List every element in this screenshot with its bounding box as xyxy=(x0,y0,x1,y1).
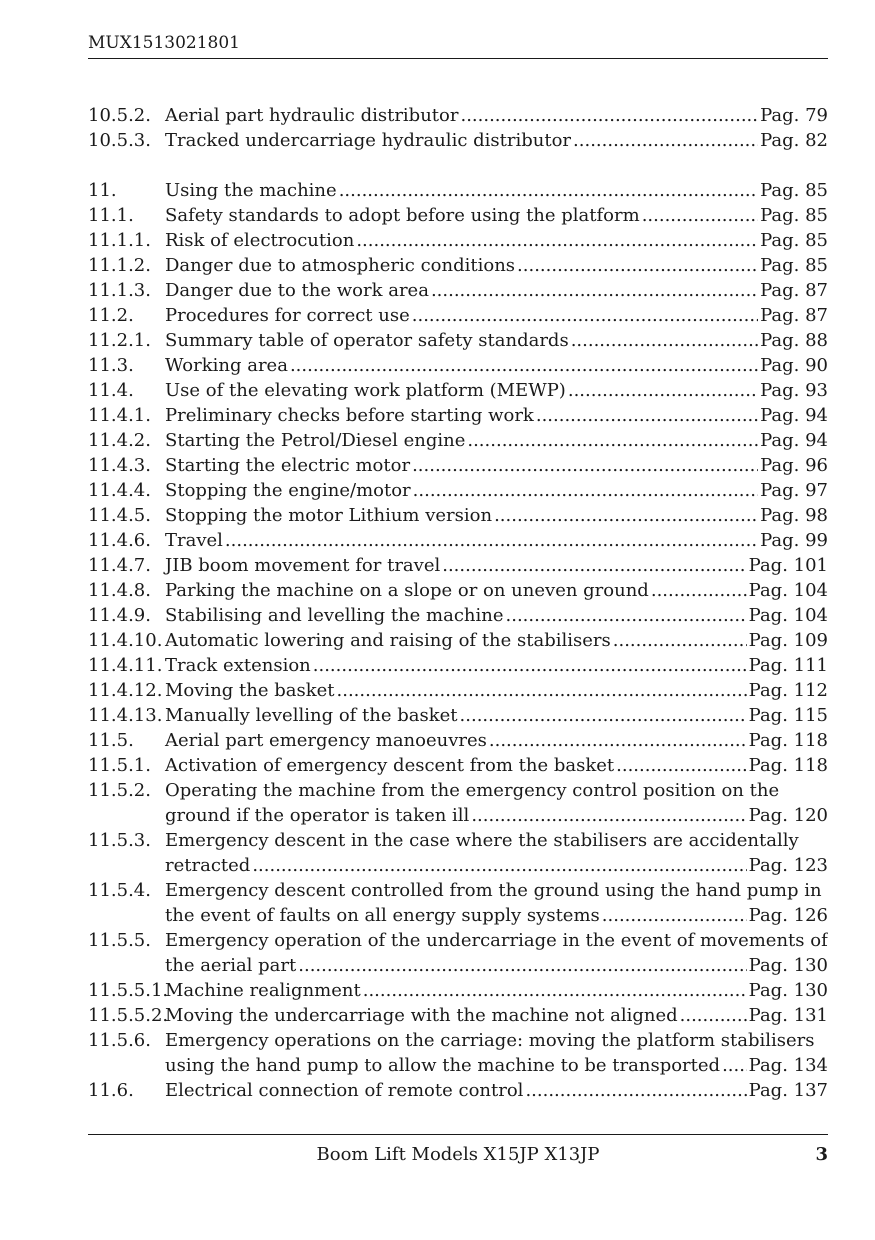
footer-model-title: Boom Lift Models X15JP X13JP xyxy=(316,1144,600,1165)
dot-leader xyxy=(442,553,746,578)
toc-entry-number: 11.4.13. xyxy=(88,705,163,726)
toc-entry-number: 11.4. xyxy=(88,380,134,401)
toc-entry-title: Moving the undercarriage with the machine not aligned xyxy=(165,1005,678,1026)
toc-entry[interactable] xyxy=(88,928,828,978)
toc-entry-number: 11.4.7. xyxy=(88,555,151,576)
dot-leader xyxy=(506,603,747,628)
toc-entry-page: Pag. 104 xyxy=(748,605,828,626)
toc-entry-number: 11.5.4. xyxy=(88,880,151,901)
toc-entry-number: 11.2.1. xyxy=(88,330,151,351)
dot-leader xyxy=(642,203,758,228)
toc-entry-page: Pag. 112 xyxy=(748,680,828,701)
toc-entry-title: Emergency operations on the carriage: moving the platform stabilisers xyxy=(165,1030,815,1051)
toc-entry-title: the aerial part xyxy=(165,955,297,976)
toc-entry-number: 11.1.2. xyxy=(88,255,151,276)
dot-leader xyxy=(651,578,747,603)
toc-entry-page: Pag. 111 xyxy=(748,655,828,676)
toc-entry-number: 11.5.2. xyxy=(88,780,151,801)
page-header xyxy=(88,33,828,59)
toc-entry-title: Tracked undercarriage hydraulic distributor xyxy=(165,130,572,151)
toc-entry-title: Starting the Petrol/Diesel engine xyxy=(165,430,466,451)
toc-entry-title: the event of faults on all energy supply systems xyxy=(165,905,600,926)
toc-entry[interactable] xyxy=(88,1028,828,1078)
toc-entry-title: Travel xyxy=(165,530,223,551)
toc-entry-number: 11.5.5. xyxy=(88,930,151,951)
toc-entry-page: Pag. 126 xyxy=(748,905,828,926)
toc-entry-title: Stabilising and levelling the machine xyxy=(165,605,504,626)
toc-entry-title: Aerial part hydraulic distributor xyxy=(165,105,459,126)
toc-entry-title: Working area xyxy=(165,355,288,376)
toc-entry[interactable] xyxy=(88,778,828,828)
toc-entry-page: Pag. 104 xyxy=(748,580,828,601)
toc-entry-number: 11.4.10. xyxy=(88,630,163,651)
toc-entry-title: Procedures for correct use xyxy=(165,305,410,326)
toc-entry[interactable] xyxy=(88,478,828,503)
toc-entry-page: Pag. 115 xyxy=(748,705,828,726)
toc-entry[interactable] xyxy=(88,578,828,603)
toc-entry-title: Use of the elevating work platform (MEWP) xyxy=(165,380,566,401)
dot-leader xyxy=(467,428,758,453)
toc-entry-page: Pag. 118 xyxy=(748,730,828,751)
toc-entry-title: retracted xyxy=(165,855,251,876)
toc-entry[interactable] xyxy=(88,103,828,128)
toc-entry-page: Pag. 88 xyxy=(760,330,828,351)
dot-leader xyxy=(494,503,758,528)
toc-entry-title: Activation of emergency descent from the basket xyxy=(165,755,615,776)
page-footer xyxy=(88,1134,828,1165)
dot-leader xyxy=(571,328,758,353)
toc-entry[interactable] xyxy=(88,528,828,553)
toc-entry-page: Pag. 123 xyxy=(748,855,828,876)
toc-entry-number: 11.5.5.2. xyxy=(88,1005,169,1026)
toc-entry-title: Automatic lowering and raising of the stabilisers xyxy=(165,630,611,651)
toc-entry-title: Stopping the engine/motor xyxy=(165,480,411,501)
toc-entry-title: Machine realignment xyxy=(165,980,361,1001)
toc-entry[interactable] xyxy=(88,828,828,878)
toc-entry-page: Pag. 118 xyxy=(748,755,828,776)
toc-entry[interactable] xyxy=(88,403,828,428)
toc-entry[interactable] xyxy=(88,353,828,378)
toc-entry-title: Operating the machine from the emergency control position on the xyxy=(165,780,780,801)
toc-entry[interactable] xyxy=(88,728,828,753)
toc-entry-number: 11.5.1. xyxy=(88,755,151,776)
dot-leader xyxy=(722,1053,747,1078)
toc-entry[interactable] xyxy=(88,703,828,728)
toc-entry-number: 11.3. xyxy=(88,355,134,376)
toc-entry-number: 11.5.3. xyxy=(88,830,151,851)
toc-entry-title: Danger due to the work area xyxy=(165,280,429,301)
toc-entry[interactable] xyxy=(88,653,828,678)
toc-entry-number: 11.4.5. xyxy=(88,505,151,526)
dot-leader xyxy=(290,353,758,378)
toc-entry-page: Pag. 109 xyxy=(748,630,828,651)
toc-entry[interactable] xyxy=(88,428,828,453)
toc-entry-title: Aerial part emergency manoeuvres xyxy=(165,730,487,751)
toc-entry[interactable] xyxy=(88,1003,828,1028)
dot-leader xyxy=(412,303,758,328)
toc-entry-title: Electrical connection of remote control xyxy=(165,1080,524,1101)
toc-entry-number: 11.1. xyxy=(88,205,134,226)
toc-entry-title: Emergency descent in the case where the stabilisers are accidentally xyxy=(165,830,799,851)
toc-entry-page: Pag. 120 xyxy=(748,805,828,826)
toc-entry-page: Pag. 134 xyxy=(748,1055,828,1076)
toc-entry-number: 11.5.6. xyxy=(88,1030,151,1051)
toc-entry-number: 11.4.8. xyxy=(88,580,151,601)
toc-entry-page: Pag. 94 xyxy=(760,430,828,451)
dot-leader xyxy=(525,1078,746,1103)
toc-entry-title: ground if the operator is taken ill xyxy=(165,805,470,826)
dot-leader xyxy=(680,1003,747,1028)
dot-leader xyxy=(225,528,758,553)
toc-entry-title: Track extension xyxy=(165,655,311,676)
toc-entry-number: 11.5. xyxy=(88,730,134,751)
toc-entry-number: 11.4.6. xyxy=(88,530,151,551)
toc-entry-number: 11.4.2. xyxy=(88,430,151,451)
dot-leader xyxy=(517,253,758,278)
toc-entry-number: 11.4.12. xyxy=(88,680,163,701)
toc-entry[interactable] xyxy=(88,378,828,403)
dot-leader xyxy=(337,678,747,703)
toc-entry-title: Stopping the motor Lithium version xyxy=(165,505,493,526)
dot-leader xyxy=(613,628,747,653)
toc-entry[interactable] xyxy=(88,303,828,328)
toc-entry-title: Summary table of operator safety standards xyxy=(165,330,569,351)
toc-entry-page: Pag. 93 xyxy=(760,380,828,401)
toc-entry-page: Pag. 82 xyxy=(760,130,828,151)
toc-entry[interactable] xyxy=(88,978,828,1003)
toc-entry-page: Pag. 137 xyxy=(748,1080,828,1101)
dot-leader xyxy=(471,803,746,828)
toc-entry-page: Pag. 94 xyxy=(760,405,828,426)
toc-entry[interactable] xyxy=(88,753,828,778)
dot-leader xyxy=(356,228,758,253)
table-of-contents xyxy=(88,103,828,1103)
toc-entry[interactable] xyxy=(88,503,828,528)
toc-entry-page: Pag. 90 xyxy=(760,355,828,376)
toc-entry[interactable] xyxy=(88,203,828,228)
toc-entry-number: 11.4.1. xyxy=(88,405,151,426)
dot-leader xyxy=(616,753,747,778)
toc-entry-page: Pag. 131 xyxy=(748,1005,828,1026)
dot-leader xyxy=(602,903,747,928)
dot-leader xyxy=(573,128,758,153)
toc-entry-number: 10.5.2. xyxy=(88,105,151,126)
toc-entry-page: Pag. 130 xyxy=(748,980,828,1001)
dot-leader xyxy=(313,653,747,678)
toc-entry-page: Pag. 85 xyxy=(760,230,828,251)
toc-entry-page: Pag. 96 xyxy=(760,455,828,476)
toc-entry-title: Manually levelling of the basket xyxy=(165,705,458,726)
toc-entry-page: Pag. 85 xyxy=(760,255,828,276)
dot-leader xyxy=(431,278,758,303)
toc-entry-number: 11.1.1. xyxy=(88,230,151,251)
toc-entry[interactable] xyxy=(88,278,828,303)
toc-entry[interactable] xyxy=(88,553,828,578)
toc-entry[interactable] xyxy=(88,878,828,928)
toc-entry[interactable] xyxy=(88,453,828,478)
dot-leader xyxy=(252,853,746,878)
toc-entry-number: 11.1.3. xyxy=(88,280,151,301)
toc-entry[interactable] xyxy=(88,128,828,153)
toc-entry[interactable] xyxy=(88,628,828,653)
toc-entry-number: 11.6. xyxy=(88,1080,134,1101)
toc-entry-title: JIB boom movement for travel xyxy=(165,555,441,576)
toc-entry[interactable] xyxy=(88,678,828,703)
dot-leader xyxy=(413,478,758,503)
toc-entry-number: 11. xyxy=(88,180,117,201)
toc-entry-title: Parking the machine on a slope or on uneven ground xyxy=(165,580,649,601)
toc-entry-title: Starting the electric motor xyxy=(165,455,411,476)
toc-entry-title: Emergency operation of the undercarriage in the event of movements of xyxy=(165,930,828,951)
toc-entry-title: Emergency descent controlled from the ground using the hand pump in xyxy=(165,880,822,901)
dot-leader xyxy=(412,453,758,478)
toc-entry[interactable] xyxy=(88,603,828,628)
dot-leader xyxy=(489,728,747,753)
dot-leader xyxy=(536,403,758,428)
document-code: MUX1513021801 xyxy=(88,33,240,53)
toc-entry-number: 11.4.4. xyxy=(88,480,151,501)
toc-entry-title: Using the machine xyxy=(165,180,337,201)
dot-leader xyxy=(298,953,746,978)
toc-entry[interactable] xyxy=(88,1078,828,1103)
toc-entry-title: Moving the basket xyxy=(165,680,335,701)
toc-entry-number: 11.4.3. xyxy=(88,455,151,476)
toc-entry-number: 11.5.5.1. xyxy=(88,980,169,1001)
toc-entry[interactable] xyxy=(88,178,828,203)
toc-entry-page: Pag. 130 xyxy=(748,955,828,976)
toc-entry-title: Preliminary checks before starting work xyxy=(165,405,534,426)
toc-entry-title: Risk of electrocution xyxy=(165,230,355,251)
toc-entry[interactable] xyxy=(88,328,828,353)
footer-page-number: 3 xyxy=(815,1144,828,1165)
dot-leader xyxy=(363,978,747,1003)
toc-entry[interactable] xyxy=(88,228,828,253)
toc-entry-page: Pag. 87 xyxy=(760,305,828,326)
toc-entry-page: Pag. 79 xyxy=(760,105,828,126)
toc-entry-page: Pag. 87 xyxy=(760,280,828,301)
toc-entry-number: 11.2. xyxy=(88,305,134,326)
dot-leader xyxy=(460,103,758,128)
dot-leader xyxy=(568,378,758,403)
toc-entry-title: Safety standards to adopt before using the platform xyxy=(165,205,640,226)
toc-entry[interactable] xyxy=(88,253,828,278)
toc-entry-title: using the hand pump to allow the machine to be transported xyxy=(165,1055,721,1076)
dot-leader xyxy=(460,703,747,728)
toc-entry-number: 10.5.3. xyxy=(88,130,151,151)
toc-entry-number: 11.4.9. xyxy=(88,605,151,626)
toc-entry-page: Pag. 85 xyxy=(760,180,828,201)
dot-leader xyxy=(339,178,758,203)
toc-entry-page: Pag. 99 xyxy=(760,530,828,551)
toc-entry-number: 11.4.11. xyxy=(88,655,163,676)
toc-entry-page: Pag. 101 xyxy=(748,555,828,576)
toc-entry-title: Danger due to atmospheric conditions xyxy=(165,255,516,276)
toc-entry-page: Pag. 85 xyxy=(760,205,828,226)
toc-entry-page: Pag. 97 xyxy=(760,480,828,501)
toc-entry-page: Pag. 98 xyxy=(760,505,828,526)
